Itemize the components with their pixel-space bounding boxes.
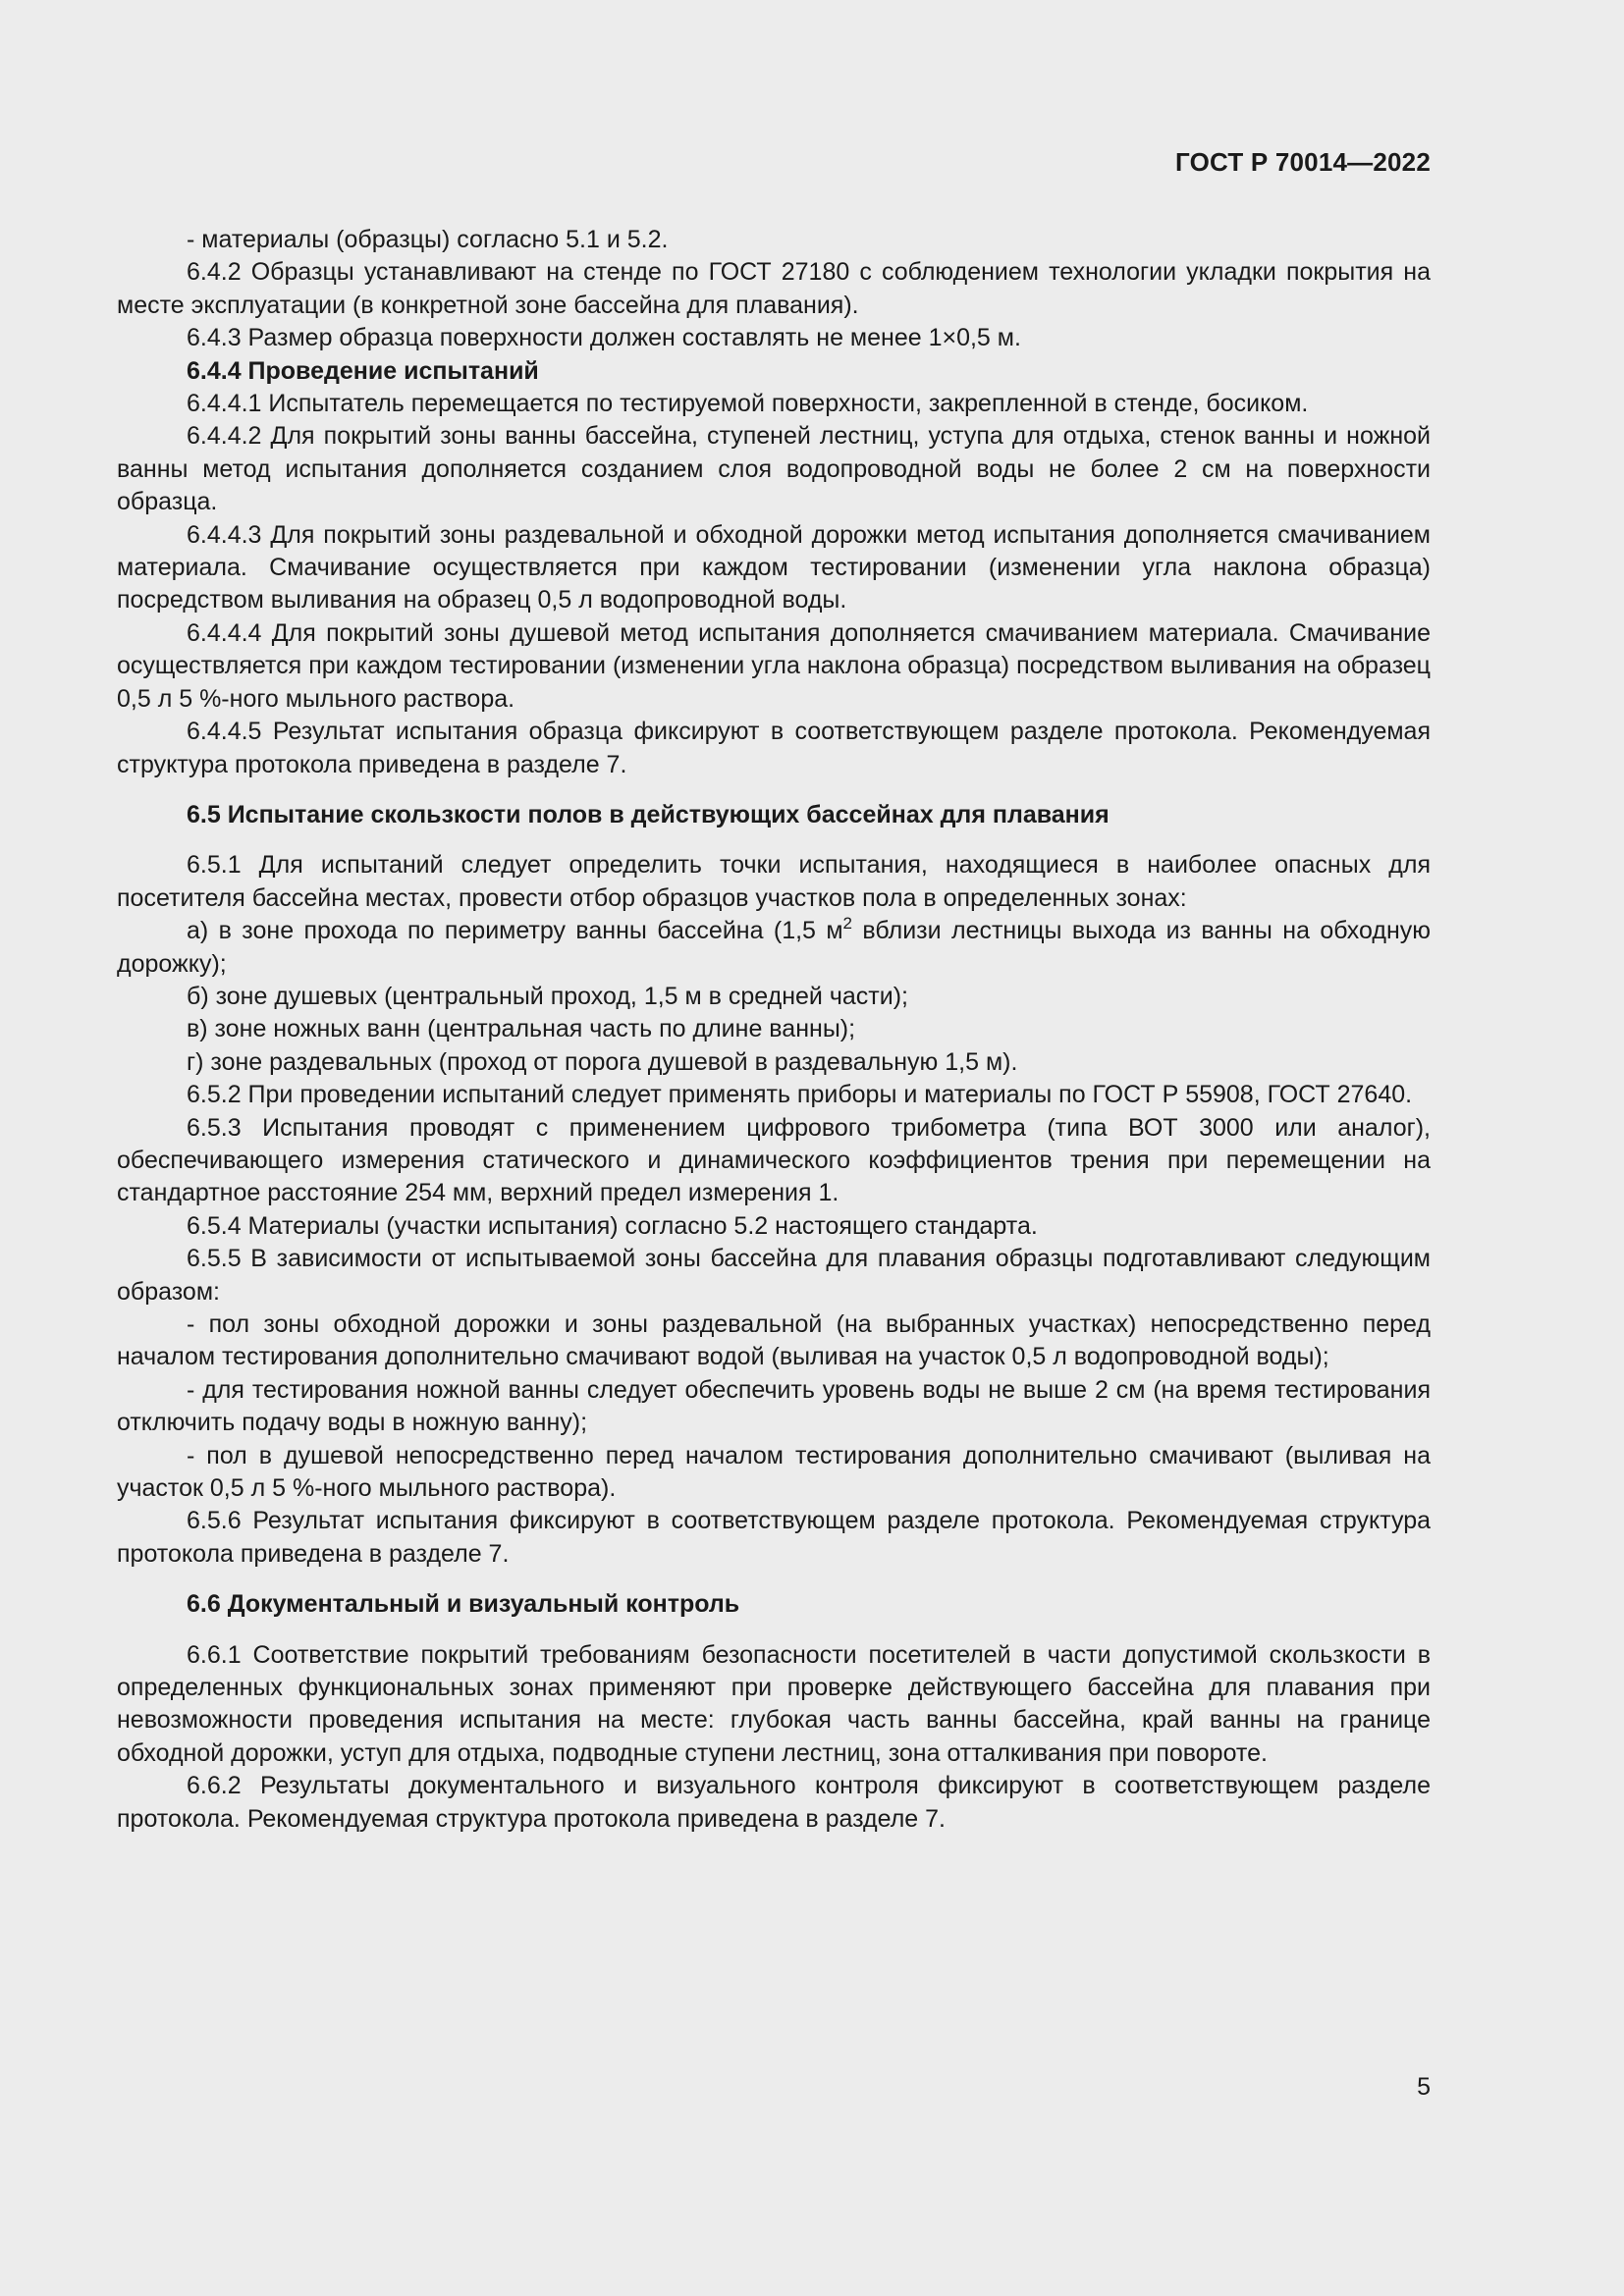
paragraph-6-4-4-4: 6.4.4.4 Для покрытий зоны душевой метод испытания дополняется смачиванием материала. Смачивание осуществляется при каждом тестировании (изменении угла наклона образца) посредством выливания на образец 0,5 л 5 %-ного мыльного раствора.: [117, 618, 1431, 713]
dash-item-shower: - пол в душевой непосредственно перед началом тестирования дополнительно смачивают (выливая на участок 0,5 л 5 %-ного мыльного раствора).: [117, 1441, 1431, 1503]
document-body: [117, 224, 1431, 1836]
paragraph-6-5-2: 6.5.2 При проведении испытаний следует применять приборы и материалы по ГОСТ Р 55908, ГОСТ 27640.: [187, 1081, 1413, 1109]
paragraph-6-4-4-2: 6.4.4.2 Для покрытий зоны ванны бассейна, ступеней лестниц, уступа для отдыха, стенок ванны и ножной ванны метод испытания дополняется созданием слоя водопроводной воды не более 2 см на поверхности образца.: [117, 422, 1431, 516]
paragraph-6-5-3: 6.5.3 Испытания проводят с применением цифрового трибометра (типа ВОТ 3000 или аналог), обеспечивающего измерения статического и динамического коэффициентов трения при перемещении на стандартное расстояние 254 мм, верхний предел измерения 1.: [117, 1113, 1431, 1207]
paragraph-6-5-5: 6.5.5 В зависимости от испытываемой зоны бассейна для плавания образцы подготавливают следующим образом:: [117, 1245, 1431, 1306]
list-item-a: [117, 915, 1431, 981]
list-item-b: б) зоне душевых (центральный проход, 1,5 м в средней части);: [187, 982, 908, 1010]
page-number: 5: [1417, 2073, 1431, 2101]
paragraph-6-5-4: 6.5.4 Материалы (участки испытания) согласно 5.2 настоящего стандарта.: [187, 1211, 1038, 1240]
paragraph-materials: - материалы (образцы) согласно 5.1 и 5.2.: [187, 226, 669, 253]
paragraph-6-4-4-3: 6.4.4.3 Для покрытий зоны раздевальной и обходной дорожки метод испытания дополняется смачиванием материала. Смачивание осуществляется при каждом тестировании (изменении угла наклона образца) посредством выливания на образец 0,5 л водопроводной воды.: [117, 520, 1431, 614]
paragraph-6-4-4-5: 6.4.4.5 Результат испытания образца фиксируют в соответствующем разделе протокола. Рекомендуемая структура протокола приведена в разделе 7.: [117, 718, 1431, 778]
dash-item-walkway: - пол зоны обходной дорожки и зоны раздевальной (на выбранных участках) непосредственно перед началом тестирования дополнительно смачивают водой (выливая на участок 0,5 л водопроводной воды);: [117, 1310, 1431, 1371]
paragraph-6-4-3: 6.4.3 Размер образца поверхности должен составлять не менее 1×0,5 м.: [187, 324, 1021, 352]
paragraph-6-5-6: 6.5.6 Результат испытания фиксируют в соответствующем разделе протокола. Рекомендуемая структура протокола приведена в разделе 7.: [117, 1507, 1431, 1568]
superscript-2: 2: [842, 914, 853, 934]
paragraph-6-6-2: 6.6.2 Результаты документального и визуального контроля фиксируют в соответствующем разделе протокола. Рекомендуемая структура протокола приведена в разделе 7.: [117, 1772, 1431, 1833]
paragraph-6-6-1: 6.6.1 Соответствие покрытий требованиям безопасности посетителей в части допустимой скользкости в определенных функциональных зонах применяют при проверке действующего бассейна для плавания при невозможности проведения испытания на месте: глубокая часть ванны бассейна, край ванны на границе обходной дорожки, уступ для отдыха, подводные ступени лестниц, зона отталкивания при повороте.: [117, 1640, 1431, 1767]
list-item-g: г) зоне раздевальных (проход от порога душевой в раздевальную 1,5 м).: [187, 1047, 1018, 1076]
heading-6-6: 6.6 Документальный и визуальный контроль: [187, 1590, 740, 1619]
list-item-v: в) зоне ножных ванн (центральная часть по длине ванны);: [187, 1015, 856, 1043]
dash-item-foot-bath: - для тестирования ножной ванны следует обеспечить уровень воды не выше 2 см (на время тестирования отключить подачу воды в ножную ванну);: [117, 1375, 1431, 1437]
list-item-a-text-end: вблизи лестницы выхода из ванны на обходную дорожку);: [117, 917, 1431, 978]
heading-6-5: 6.5 Испытание скользкости полов в действующих бассейнах для плавания: [187, 800, 1110, 828]
list-item-a-text-start: а) в зоне прохода по периметру ванны бассейна (1,5 м: [187, 917, 843, 945]
paragraph-6-4-2: 6.4.2 Образцы устанавливают на стенде по ГОСТ 27180 с соблюдением технологии укладки покрытия на месте эксплуатации (в конкретной зоне бассейна для плавания).: [117, 258, 1431, 319]
heading-6-4-4: 6.4.4 Проведение испытаний: [187, 356, 539, 385]
paragraph-6-4-4-1: 6.4.4.1 Испытатель перемещается по тестируемой поверхности, закрепленной в стенде, босиком.: [187, 390, 1309, 418]
paragraph-6-5-1: 6.5.1 Для испытаний следует определить точки испытания, находящиеся в наиболее опасных для посетителя бассейна местах, провести отбор образцов участков пола в определенных зонах:: [117, 851, 1431, 912]
document-code-header: ГОСТ Р 70014—2022: [1175, 147, 1431, 177]
